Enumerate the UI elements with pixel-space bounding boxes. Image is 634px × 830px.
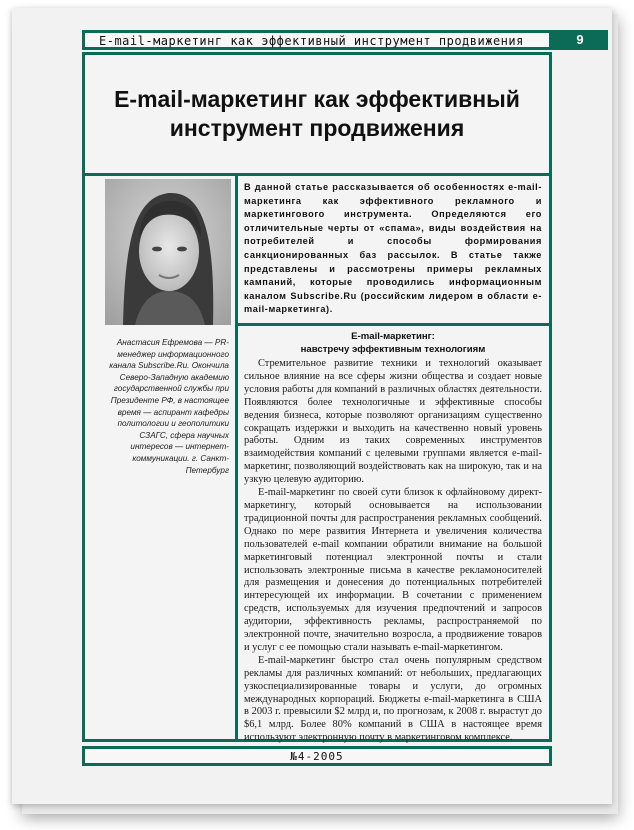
section-title-line-2: навстречу эффективным технологиям [300, 344, 486, 355]
author-column [85, 173, 238, 739]
intro-section [238, 173, 549, 326]
title-section [85, 55, 549, 176]
page-footer [82, 746, 552, 766]
author-photo [105, 179, 231, 325]
article-lead: В данной статье рассказывается об особенностях e-mail-маркетинга как эффективного рекламного и маркетингового инструмента. Определяются его отличительные черты от «спама», виды воздействия на потребителей и способы формирования санкционированных баз рассылок. В статье также представлены и рассмотрены примеры рекламных кампаний, которые проводились информационным каналом Subscribe.Ru (российским лидером в области e-mail-маркетинга). [244, 182, 542, 315]
article-frame [82, 52, 552, 742]
running-header [82, 30, 552, 50]
body-paragraph: E-mail-маркетинг по своей сути близок к офлайновому директ-маркетингу, который основывается на использовании традиционной почты для распространения рекламных сообщений. Однако по мере развития Интернета и увеличения количества пользователей e-mail компании обратили внимание на большой маркетинговый потенциал электронной почты и стали использовать электронные письма в качестве рекламоносителей для размещения и донесения до потенциальных потребителей интересующей их информации. В сочетании с применением средств, используемых для изучения предпочтений и запросов аудитории, эффективность рекламы, распространяемой по электронной почте, значительно возросла, а продвижение товаров и услуг с ее помощью стали называть e-mail-маркетингом. [244, 487, 542, 653]
page-number: 9 [552, 30, 608, 50]
author-portrait-image [105, 179, 231, 325]
body-paragraph: E-mail-маркетинг быстро стал очень популярным средством рекламы для различных компаний: от небольших, предлагающих узкоспециализированные товары и услуги, до огромных международных корпораций. Бюджеты e-mail-маркетинга в США в 2003 г. превысили $2 млрд и, по прогнозам, к 2008 г. вырастут до $6,1 млрд. Более 80% компаний в США в настоящее время используют электронную почту в маркетинговом комплексе. [244, 654, 542, 744]
issue-number: №4-2005 [290, 750, 344, 763]
section-title-line-1: E-mail-маркетинг: [351, 331, 435, 342]
article-body [244, 358, 542, 745]
article-title-line-1: E-mail-маркетинг как эффективный [114, 86, 520, 112]
article-title-line-2: инструмент продвижения [169, 115, 465, 141]
body-paragraph: Стремительное развитие техники и технологий оказывает сильное влияние на все сферы жизни общества и создает новые условия работы для компаний в различных областях деятельности. Появляются более технологичные и эффективные способы ведения бизнеса, которые позволяют организациям существенно сокращать издержки и выходить на качественно новый уровень работы. Одним из таких современных инструментов взаимодействия компаний с целевыми группами является e-mail-маркетинг, позволяющий воздействовать как на широкую, так и на узкую целевую аудиторию. [244, 358, 542, 486]
author-caption: Анастасия Ефремова — PR-менеджер информационного канала Subscribe.Ru. Окончила Северо-Западную академию государственной службы при Президенте РФ, в настоящее время — аспирант кафедры политологии и геополитики СЗАГС, сфера научных интересов — интернет-коммуникации. г. Санкт-Петербург [109, 338, 229, 475]
section-title [244, 330, 542, 356]
running-title: E-mail-маркетинг как эффективный инструмент продвижения [99, 34, 524, 48]
article-title [85, 85, 549, 143]
